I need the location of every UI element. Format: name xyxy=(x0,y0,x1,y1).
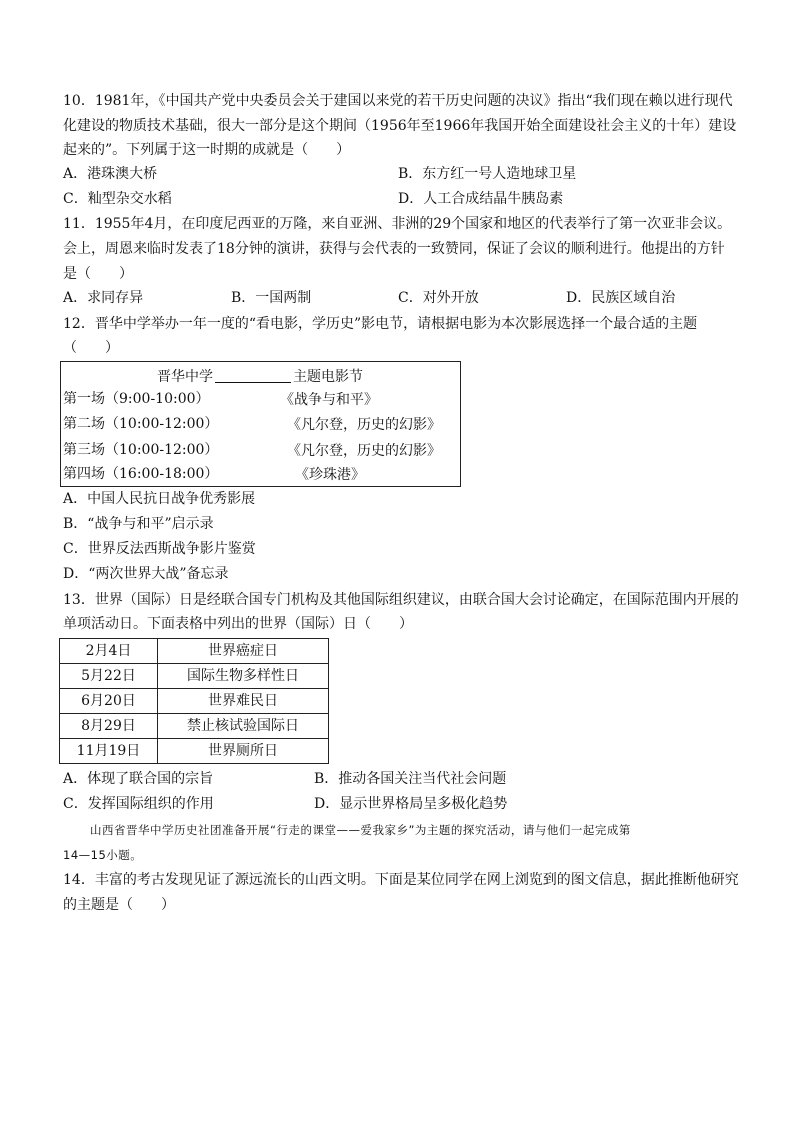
screening-session: 第二场（10:00-12:00） xyxy=(63,416,219,432)
q10-option-a: A．港珠澳大桥 xyxy=(63,166,158,182)
q12-option-a: A．中国人民抗日战争优秀影展 xyxy=(63,491,256,507)
q10-stem-line-3: 起来的”。下列属于这一时期的成就是（ ） xyxy=(63,142,351,158)
q13-option-d: D．显示世界格局呈多极化趋势 xyxy=(314,796,508,812)
q11-option-c: C．对外开放 xyxy=(398,290,479,306)
table-cell-date: 6月20日 xyxy=(60,689,158,714)
table-cell-date: 8月29日 xyxy=(60,714,158,739)
table-row xyxy=(60,639,329,664)
film-festival-title-prefix: 晋华中学 xyxy=(157,369,213,385)
q10-option-b: B．东方红一号人造地球卫星 xyxy=(398,166,577,182)
intro-line-2: 14—15小题。 xyxy=(63,848,143,862)
q12-stem-line-2: （ ） xyxy=(63,340,119,356)
q14-stem-line-2: 的主题是（ ） xyxy=(63,897,175,913)
q13-stem-line-2: 单项活动日。下面表格中列出的世界（国际）日（ ） xyxy=(63,616,413,632)
film-festival-title-suffix: 主题电影节 xyxy=(293,369,363,385)
screening-film: 《珍珠港》 xyxy=(295,467,365,483)
q10-option-c: C．籼型杂交水稻 xyxy=(63,191,172,207)
screening-film: 《凡尔登，历史的幻影》 xyxy=(287,417,441,433)
world-days-table xyxy=(59,638,329,764)
table-cell-name: 世界厕所日 xyxy=(158,739,329,764)
q13-option-a: A．体现了联合国的宗旨 xyxy=(63,771,214,787)
q13-option-b: B．推动各国关注当代社会问题 xyxy=(314,771,507,787)
intro-line-1: 山西省晋华中学历史社团准备开展“行走的课堂——爱我家乡”为主题的探究活动，请与他们一起完成第 xyxy=(90,823,631,837)
table-cell-date: 2月4日 xyxy=(60,639,158,664)
q11-option-b: B．一国两制 xyxy=(231,290,312,306)
q14-stem-line-1: 14．丰富的考古发现见证了源远流长的山西文明。下面是某位同学在网上浏览到的图文信息，据此推断他研究 xyxy=(63,872,739,888)
table-cell-name: 国际生物多样性日 xyxy=(158,664,329,689)
screening-film: 《战争与和平》 xyxy=(280,392,378,408)
q13-stem-line-1: 13．世界（国际）日是经联合国专门机构及其他国际组织建议，由联合国大会讨论确定，在国际范围内开展的 xyxy=(63,592,739,608)
q13-option-c: C．发挥国际组织的作用 xyxy=(63,796,214,812)
table-row xyxy=(60,664,329,689)
q12-option-b: B．“战争与和平”启示录 xyxy=(63,516,214,532)
q10-stem-line-2: 化建设的物质技术基础，很大一部分是这个期间（1956年至1966年我国开始全面建设社会主义的十年）建设 xyxy=(63,118,737,134)
q11-stem-line-2: 会上，周恩来临时发表了18分钟的演讲，获得与会代表的一致赞同，保证了会议的顺利进行。他提出的方针 xyxy=(63,241,725,257)
fill-in-blank xyxy=(215,368,291,383)
table-cell-name: 世界癌症日 xyxy=(158,639,329,664)
q12-stem-line-1: 12．晋华中学举办一年一度的“看电影，学历史”影电节，请根据电影为本次影展选择一个最合适的主题 xyxy=(63,316,698,332)
q11-option-a: A．求同存异 xyxy=(63,290,144,306)
screening-session: 第三场（10:00-12:00） xyxy=(63,442,219,458)
table-cell-date: 5月22日 xyxy=(60,664,158,689)
q12-option-c: C．世界反法西斯战争影片鉴赏 xyxy=(63,541,256,557)
table-cell-name: 禁止核试验国际日 xyxy=(158,714,329,739)
q10-stem-line-1: 10．1981年，《中国共产党中央委员会关于建国以来党的若干历史问题的决议》指出“我们现在赖以进行现代 xyxy=(63,93,733,109)
screening-session: 第四场（16:00-18:00） xyxy=(63,466,219,482)
q12-option-d: D．“两次世界大战”备忘录 xyxy=(63,566,229,582)
table-row xyxy=(60,689,329,714)
screening-film: 《凡尔登，历史的幻影》 xyxy=(287,443,441,459)
table-row xyxy=(60,739,329,764)
q11-stem-line-3: 是（ ） xyxy=(63,266,133,282)
table-row xyxy=(60,714,329,739)
table-cell-name: 世界难民日 xyxy=(158,689,329,714)
screening-session: 第一场（9:00-10:00） xyxy=(63,391,210,407)
table-cell-date: 11月19日 xyxy=(60,739,158,764)
film-festival-box xyxy=(60,361,461,487)
film-festival-title xyxy=(157,366,363,386)
q10-option-d: D．人工合成结晶牛胰岛素 xyxy=(398,191,564,207)
q11-stem-line-1: 11．1955年4月，在印度尼西亚的万隆，来自亚洲、非洲的29个国家和地区的代表举行了第一次亚非会议。 xyxy=(63,216,732,232)
q11-option-d: D．民族区域自治 xyxy=(566,290,676,306)
